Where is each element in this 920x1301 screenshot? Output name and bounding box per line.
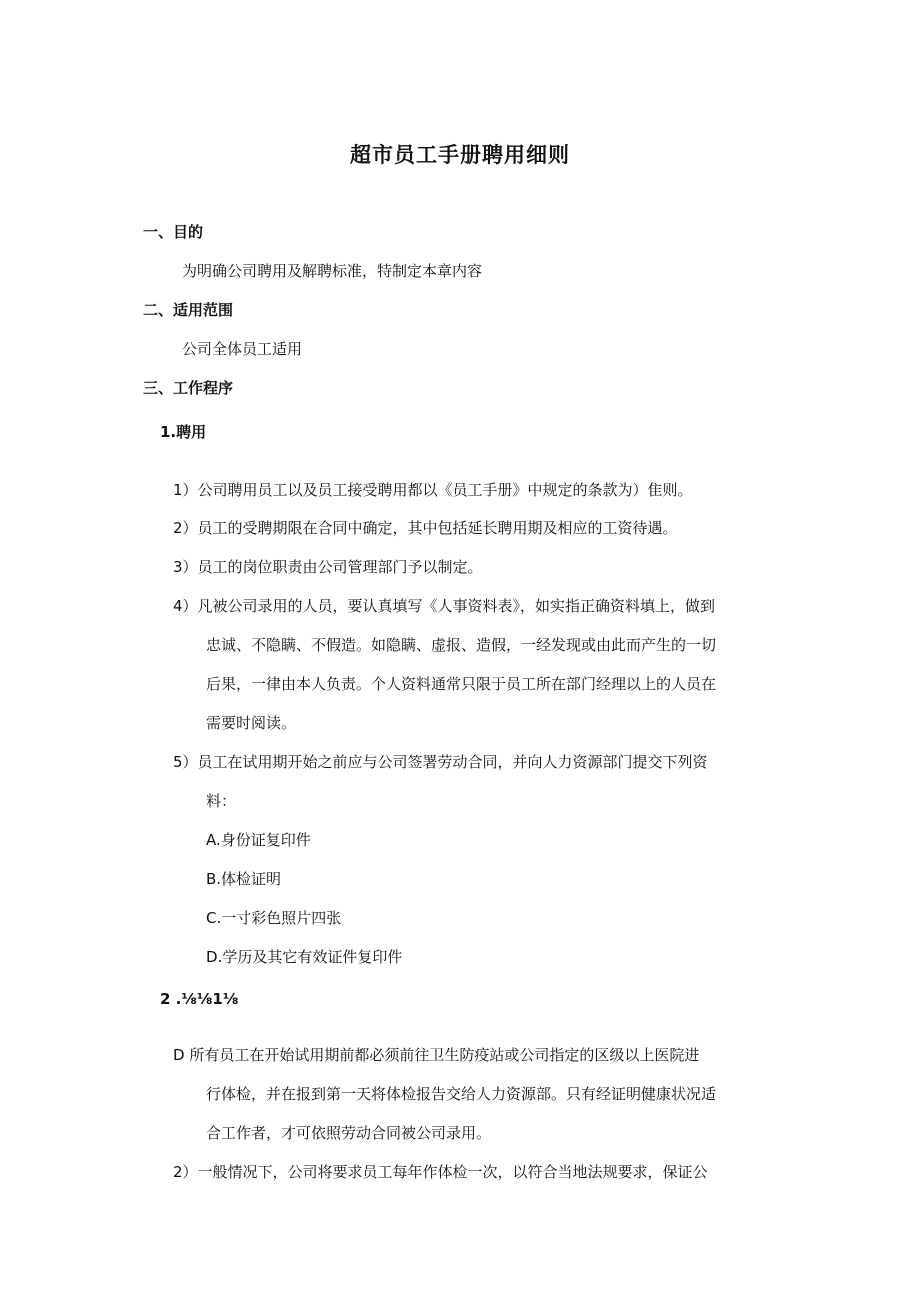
list-item-continuation: 忠诚、不隐瞒、不假造。如隐瞒、虚报、造假，一经发现或由此而产生的一切 bbox=[206, 636, 717, 654]
document-list-entry: A.身份证复印件 bbox=[206, 831, 311, 849]
document-list-entry: C.一寸彩色照片四张 bbox=[206, 909, 342, 927]
document-list-entry: B.体检证明 bbox=[206, 870, 282, 888]
document-title: 超市员工手册聘用细则 bbox=[350, 143, 570, 167]
section-heading-scope: 二、适用范围 bbox=[143, 301, 234, 319]
section-heading-purpose: 一、目的 bbox=[143, 223, 204, 241]
list-item: 5）员工在试用期开始之前应与公司签署劳动合同，并向人力资源部门提交下列资 bbox=[173, 753, 708, 771]
list-item-continuation: 料： bbox=[206, 792, 237, 810]
list-item: 2）员工的受聘期限在合同中确定，其中包括延长聘用期及相应的工资待遇。 bbox=[173, 519, 678, 537]
list-item-continuation: 合工作者，才可依照劳动合同被公司录用。 bbox=[206, 1124, 492, 1142]
subsection-heading-hiring: 1.聘用 bbox=[160, 423, 207, 441]
list-item: 1）公司聘用员工以及员工接受聘用都以《员工手册》中规定的条款为）隹则。 bbox=[173, 481, 693, 499]
list-item-continuation: 行体检，并在报到第一天将体检报告交给人力资源部。只有经证明健康状况适 bbox=[206, 1085, 717, 1103]
list-item: D 所有员工在开始试用期前都必须前往卫生防疫站或公司指定的区级以上医院进 bbox=[173, 1046, 700, 1064]
section-heading-procedure: 三、工作程序 bbox=[143, 379, 234, 397]
document-list-entry: D.学历及其它有效证件复印件 bbox=[206, 948, 403, 966]
list-item: 3）员工的岗位职责由公司管理部门予以制定。 bbox=[173, 558, 483, 576]
list-item: 4）凡被公司录用的人员，要认真填写《人事资料表》，如实指正确资料填上，做到 bbox=[173, 597, 716, 615]
list-item-continuation: 需要时阅读。 bbox=[206, 714, 297, 732]
list-item: 2）一般情况下，公司将要求员工每年作体检一次，以符合当地法规要求，保证公 bbox=[173, 1163, 708, 1181]
section-text-scope: 公司全体员工适用 bbox=[182, 340, 303, 358]
section-text-purpose: 为明确公司聘用及解聘标准，特制定本章内容 bbox=[182, 262, 483, 280]
list-item-continuation: 后果，一律由本人负责。个人资料通常只限于员工所在部门经理以上的人员在 bbox=[206, 675, 717, 693]
subsection-heading-health-check: 2 .⅛⅛1⅛ bbox=[160, 990, 239, 1008]
